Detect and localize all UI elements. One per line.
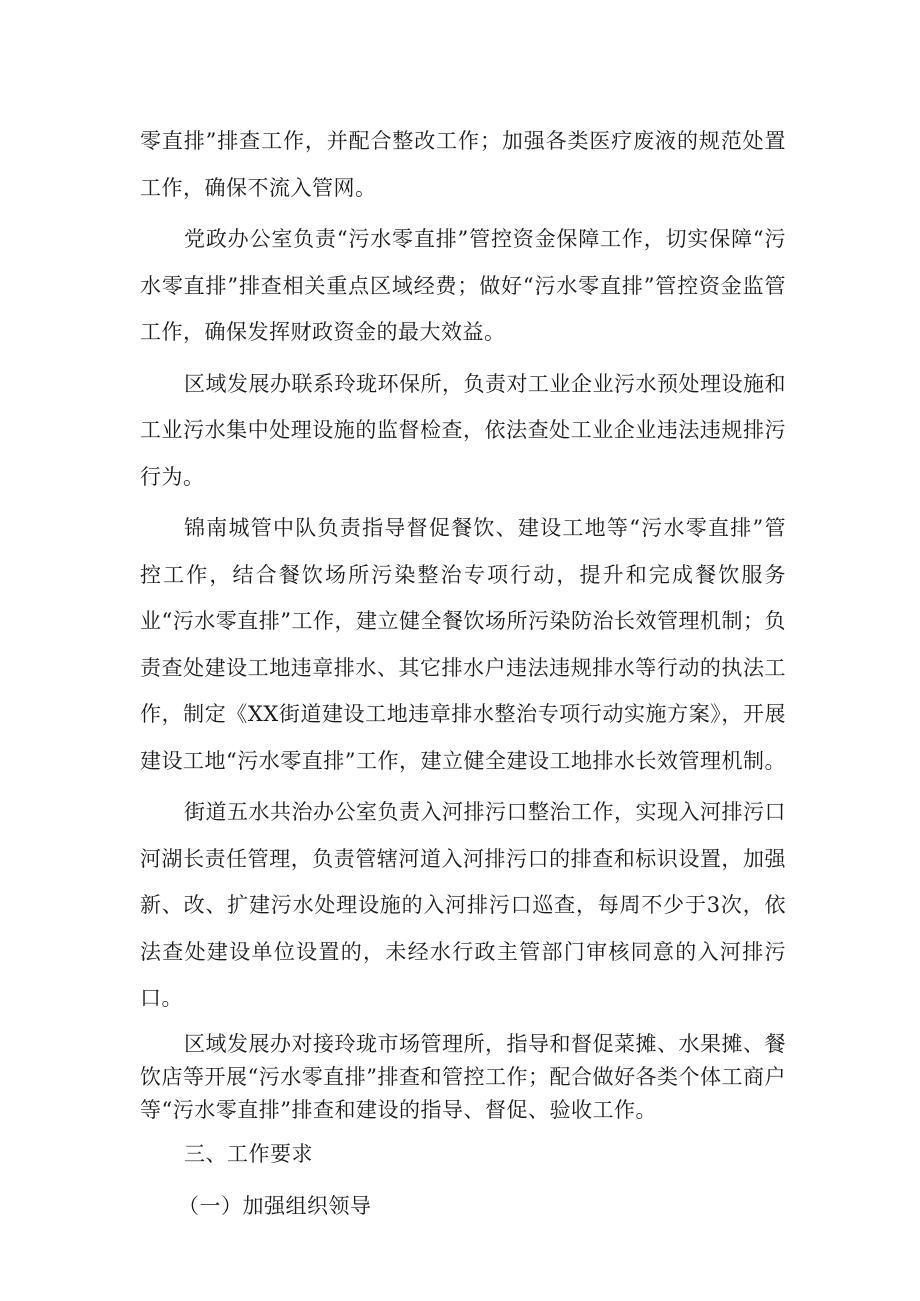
paragraph-continuation: 零直排”排查工作，并配合整改工作；加强各类医疗废液的规范处置工作，确保不流入管网。 [140,129,786,200]
paragraph-water-office: 街道五水共治办公室负责入河排污口整治工作，实现入河排污口河湖长责任管理，负责管辖河道入河排污口的排查和标识设置，加强新、改、扩建污水处理设施的入河排污口巡查，每周不少于3次，依法查处建设单位设置的，未经水行政主管部门审核同意的入河排污口。 [140,800,786,1010]
section-heading: 三、工作要求 [184,1141,313,1166]
subsection-heading: （一）加强组织领导 [178,1194,372,1218]
paragraph-urban-management: 锦南城管中队负责指导督促餐饮、建设工地等“污水零直排”管控工作，结合餐饮场所污染整治专项行动，提升和完成餐饮服务业“污水零直排”工作，建立健全餐饮场所污染防治长效管理机制；负责查处建设工地违章排水、其它排水户违法违规排水等行动的执法工作，制定《XX街道建设工地违章排水整治专项行动实施方案》，开展建设工地“污水零直排”工作，建立健全建设工地排水长效管理机制。 [140,516,786,773]
paragraph-market-management: 区域发展办对接玲珑市场管理所，指导和督促菜摊、水果摊、餐饮店等开展“污水零直排”排查和管控工作；配合做好各类个体工商户等“污水零直排”排查和建设的指导、督促、验收工作。 [140,1031,786,1122]
paragraph-regional-development: 区域发展办联系玲珑环保所，负责对工业企业污水预处理设施和工业污水集中处理设施的监督检查，依法查处工业企业违法违规排污行为。 [140,371,786,489]
paragraph-party-office: 党政办公室负责“污水零直排”管控资金保障工作，切实保障“污水零直排”排查相关重点区域经费；做好“污水零直排”管控资金监管工作，确保发挥财政资金的最大效益。 [140,227,786,344]
